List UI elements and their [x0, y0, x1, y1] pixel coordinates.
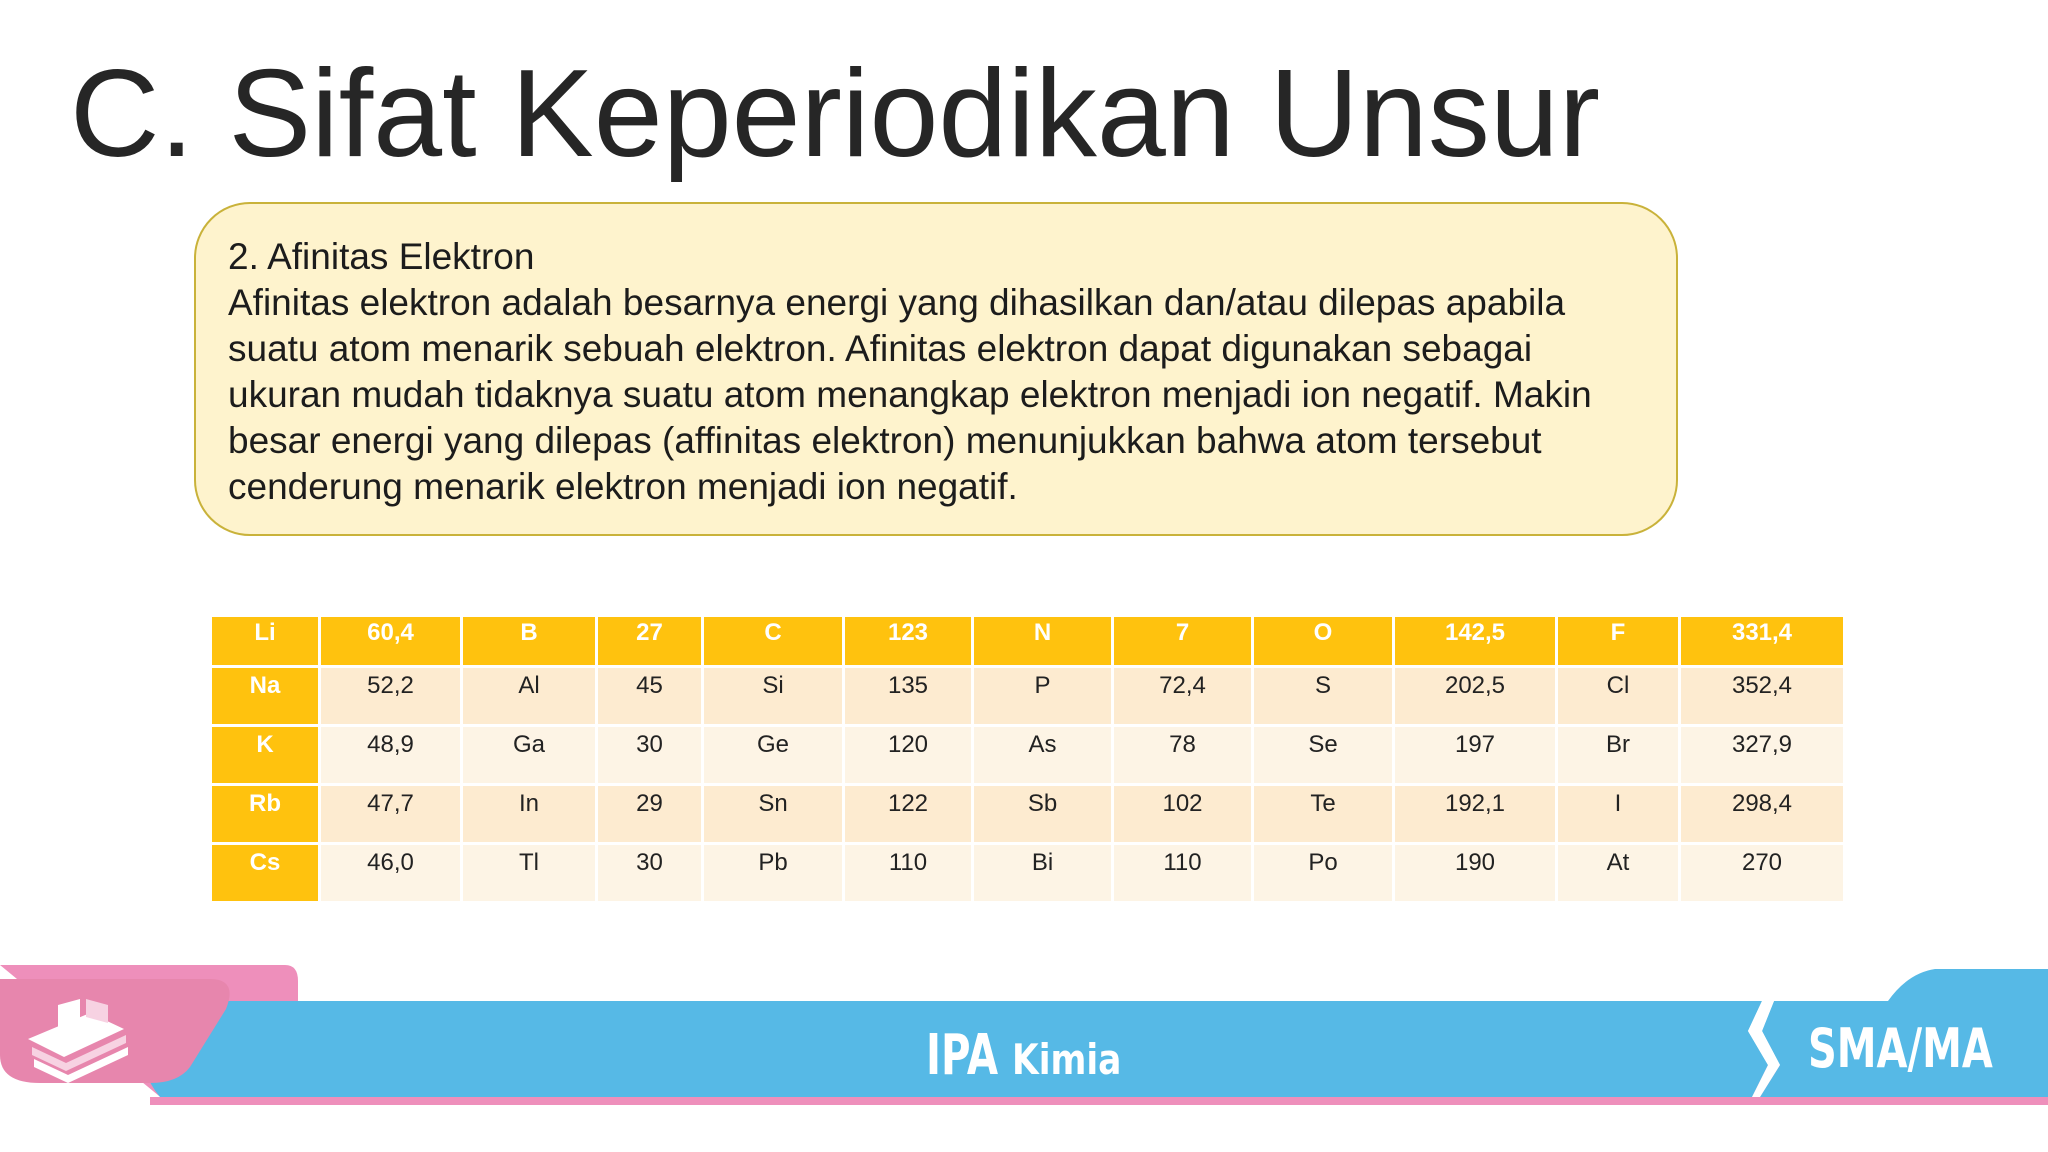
element-symbol-cell: Cl	[1557, 667, 1680, 726]
affinity-value-cell: 270	[1680, 844, 1845, 903]
element-symbol-cell: C	[703, 616, 844, 667]
element-symbol-cell: B	[462, 616, 597, 667]
affinity-value-cell: 123	[844, 616, 973, 667]
element-symbol-cell: Na	[211, 667, 320, 726]
affinity-value-cell: 122	[844, 785, 973, 844]
table-row	[211, 667, 1845, 726]
element-symbol-cell: Te	[1253, 785, 1394, 844]
slide-title: C. Sifat Keperiodikan Unsur	[70, 45, 1601, 183]
element-symbol-cell: Ga	[462, 726, 597, 785]
footer-banner	[0, 965, 2048, 1105]
element-symbol-cell: N	[973, 616, 1113, 667]
element-symbol-cell: Si	[703, 667, 844, 726]
electron-affinity-table	[209, 614, 1846, 904]
electron-affinity-table-wrap	[209, 614, 1843, 904]
callout-heading: 2. Afinitas Elektron	[228, 236, 535, 277]
affinity-value-cell: 327,9	[1680, 726, 1845, 785]
affinity-value-cell: 110	[844, 844, 973, 903]
element-symbol-cell: Li	[211, 616, 320, 667]
affinity-value-cell: 102	[1113, 785, 1253, 844]
table-row	[211, 844, 1845, 903]
element-symbol-cell: O	[1253, 616, 1394, 667]
affinity-value-cell: 7	[1113, 616, 1253, 667]
footer-subject-prefix: IPA	[926, 1023, 999, 1088]
affinity-value-cell: 48,9	[320, 726, 462, 785]
element-symbol-cell: S	[1253, 667, 1394, 726]
affinity-value-cell: 298,4	[1680, 785, 1845, 844]
callout-body: Afinitas elektron adalah besarnya energi yang dihasilkan dan/atau dilepas apabila suatu atom menarik sebuah elektron. Afinitas elektron dapat digunakan sebagai ukuran mudah tidaknya suatu atom menangkap elektron menjadi ion negatif. Makin besar energi yang dilepas (affinitas elektron) menunjukkan bahwa atom tersebut cenderung menarik elektron menjadi ion negatif.	[228, 282, 1592, 507]
affinity-value-cell: 46,0	[320, 844, 462, 903]
affinity-value-cell: 192,1	[1394, 785, 1557, 844]
affinity-value-cell: 52,2	[320, 667, 462, 726]
affinity-value-cell: 29	[597, 785, 703, 844]
element-symbol-cell: At	[1557, 844, 1680, 903]
element-symbol-cell: I	[1557, 785, 1680, 844]
affinity-value-cell: 110	[1113, 844, 1253, 903]
element-symbol-cell: Sn	[703, 785, 844, 844]
element-symbol-cell: Cs	[211, 844, 320, 903]
affinity-value-cell: 47,7	[320, 785, 462, 844]
table-row	[211, 785, 1845, 844]
affinity-value-cell: 202,5	[1394, 667, 1557, 726]
element-symbol-cell: K	[211, 726, 320, 785]
affinity-value-cell: 190	[1394, 844, 1557, 903]
affinity-value-cell: 72,4	[1113, 667, 1253, 726]
element-symbol-cell: P	[973, 667, 1113, 726]
affinity-value-cell: 27	[597, 616, 703, 667]
element-symbol-cell: Se	[1253, 726, 1394, 785]
element-symbol-cell: Sb	[973, 785, 1113, 844]
pink-underline	[150, 1097, 2048, 1105]
element-symbol-cell: Rb	[211, 785, 320, 844]
affinity-value-cell: 352,4	[1680, 667, 1845, 726]
element-symbol-cell: Tl	[462, 844, 597, 903]
element-symbol-cell: Al	[462, 667, 597, 726]
table-row	[211, 726, 1845, 785]
element-symbol-cell: Po	[1253, 844, 1394, 903]
affinity-value-cell: 45	[597, 667, 703, 726]
affinity-value-cell: 30	[597, 726, 703, 785]
footer-subject: Kimia	[1012, 1035, 1122, 1084]
affinity-value-cell: 120	[844, 726, 973, 785]
element-symbol-cell: Bi	[973, 844, 1113, 903]
affinity-value-cell: 197	[1394, 726, 1557, 785]
element-symbol-cell: Pb	[703, 844, 844, 903]
table-header-row	[211, 616, 1845, 667]
element-symbol-cell: Ge	[703, 726, 844, 785]
affinity-value-cell: 331,4	[1680, 616, 1845, 667]
affinity-value-cell: 142,5	[1394, 616, 1557, 667]
element-symbol-cell: Br	[1557, 726, 1680, 785]
affinity-value-cell: 60,4	[320, 616, 462, 667]
table-body	[211, 616, 1845, 903]
element-symbol-cell: F	[1557, 616, 1680, 667]
affinity-value-cell: 78	[1113, 726, 1253, 785]
affinity-value-cell: 30	[597, 844, 703, 903]
definition-callout	[194, 202, 1678, 536]
footer-level: SMA/MA	[1808, 1017, 1993, 1080]
element-symbol-cell: In	[462, 785, 597, 844]
affinity-value-cell: 135	[844, 667, 973, 726]
element-symbol-cell: As	[973, 726, 1113, 785]
